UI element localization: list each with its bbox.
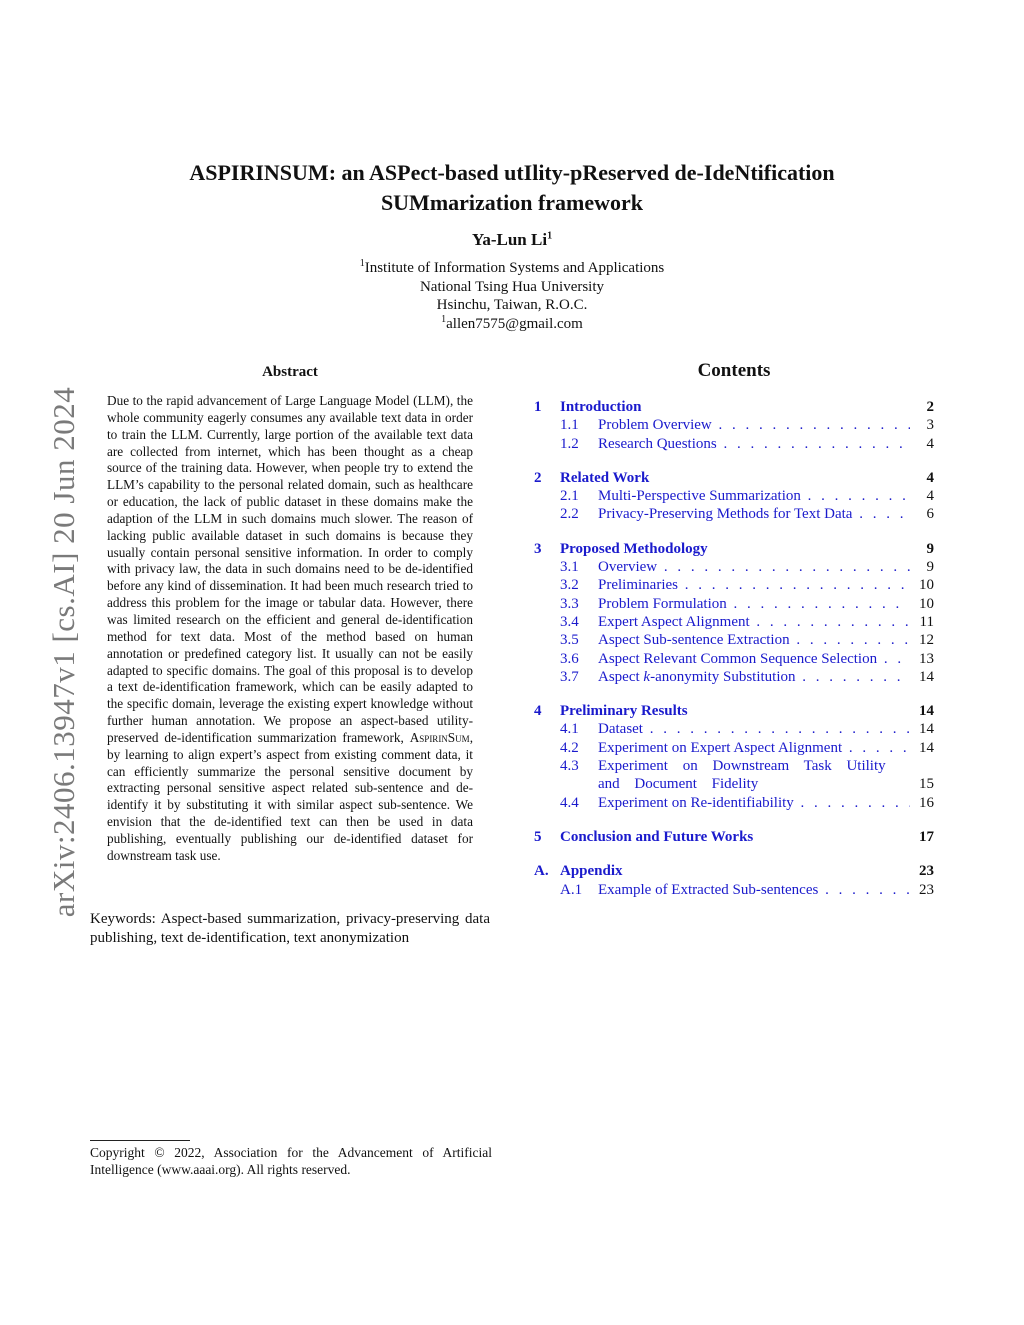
arxiv-identifier-stamp: arXiv:2406.13947v1 [cs.AI] 20 Jun 2024 [46, 386, 81, 918]
toc-subsection-number: 2.2 [560, 506, 579, 523]
toc-subsection-title: Aspect Relevant Common Sequence Selection . . . [598, 650, 910, 668]
toc-section-link[interactable] [534, 540, 934, 558]
toc-subsection-link[interactable] [534, 650, 934, 668]
toc-subsection-title: Overview . . . [598, 558, 910, 576]
toc-group-spacer [534, 812, 934, 828]
toc-subsection-number: 1.1 [560, 417, 579, 434]
toc-subsection-page: 6 [926, 506, 934, 523]
toc-subsection-number: 3.5 [560, 632, 579, 649]
toc-subsection-title: Preliminaries . . . [598, 576, 910, 594]
toc-subsection-title: Dataset . . . [598, 720, 910, 738]
toc-subsection-page: 10 [919, 577, 934, 594]
toc-subsection-link[interactable] [534, 558, 934, 576]
toc-subsection-link[interactable] [534, 794, 934, 812]
affiliation-location: Hsinchu, Taiwan, R.O.C. [436, 297, 588, 313]
toc-subsection-page: 9 [926, 559, 934, 576]
toc-subsection-link[interactable] [534, 613, 934, 631]
toc-subsection-page: 11 [919, 613, 934, 630]
toc-section-title: Appendix [560, 863, 623, 880]
toc-subsection-link[interactable] [534, 487, 934, 505]
toc-group-spacer [534, 453, 934, 469]
contents-heading: Contents [697, 360, 771, 381]
toc-subsection-page: 13 [919, 650, 934, 667]
author-name-text: Ya-Lun Li [471, 230, 548, 249]
math-variable: k [643, 668, 651, 685]
toc-subsection-number: 3.6 [560, 650, 579, 667]
toc-subsection-title: Experiment on Expert Aspect Alignment . . . [598, 739, 910, 757]
toc-section-title: Conclusion and Future Works [560, 828, 754, 845]
toc-subsection-page: 16 [919, 794, 934, 811]
toc-section-title: Preliminary Results [560, 703, 688, 720]
paper-title [120, 158, 904, 218]
toc-subsection-title: Experiment on Re-identifiability . . . [598, 794, 910, 812]
toc-subsection-title: Multi-Perspective Summarization . . . [598, 487, 910, 505]
toc-subsection-number: 3.3 [560, 595, 579, 612]
abstract-text-part-2: , by learning to align expert’s aspect from existing comment data, it can efficiently summarize the personal sensitive document by extracting personal sensitive aspect related sub-sentence and de-identify it by substituting it with similar aspect sub-sentence. We envision that the de-identified text can then be used in data publishing, eventually publishing our de-identified dataset for downstream task use. [107, 729, 473, 863]
abstract-body [107, 393, 473, 865]
toc-subsection-number: 3.7 [560, 668, 579, 685]
toc-subsection-number: 4.3 [560, 758, 579, 775]
toc-subsection-number: 2.1 [560, 488, 579, 505]
toc-subsection-link[interactable] [534, 881, 934, 899]
toc-subsection-number: 3.4 [560, 613, 579, 630]
toc-subsection-number: 1.2 [560, 435, 579, 452]
toc-subsection-title: Example of Extracted Sub-sentences . . . [598, 881, 910, 899]
toc-section-link[interactable] [534, 469, 934, 487]
copyright-footnote: Copyright © 2022, Association for the Advancement of Artificial Intelligence (www.aaai.org). All rights reserved. [90, 1145, 492, 1177]
toc-section-number: A. [534, 863, 549, 880]
toc-subsection-link[interactable] [534, 435, 934, 453]
table-of-contents [534, 398, 934, 899]
toc-section-title: Related Work [560, 469, 650, 486]
toc-subsection-page: 12 [919, 632, 934, 649]
toc-section-title: Proposed Methodology [560, 540, 708, 557]
author-affiliation-mark: 1 [547, 230, 553, 242]
toc-section-page: 4 [926, 469, 934, 486]
toc-group-spacer [534, 846, 934, 862]
toc-group-spacer [534, 686, 934, 702]
toc-subsection-number: 4.2 [560, 739, 579, 756]
toc-subsection-link[interactable] [534, 668, 934, 686]
toc-subsection-link[interactable] [534, 505, 934, 523]
toc-subsection-page: 14 [919, 668, 934, 685]
toc-section-page: 17 [919, 828, 934, 845]
toc-subsection-number: 4.4 [560, 794, 579, 811]
toc-subsection-title: Problem Formulation . . . [598, 595, 910, 613]
toc-section-number: 3 [534, 540, 542, 557]
framework-name: AspirinSum [409, 729, 470, 745]
toc-subsection-title: Problem Overview . . . [598, 416, 910, 434]
toc-subsection-title: Privacy-Preserving Methods for Text Data . . . [598, 505, 910, 523]
toc-subsection-link[interactable] [534, 595, 934, 613]
toc-subsection-link[interactable] [534, 576, 934, 594]
email-mark: 1 [441, 313, 447, 325]
toc-subsection-number: 3.1 [560, 559, 579, 576]
toc-section-link[interactable] [534, 828, 934, 846]
toc-section-number: 4 [534, 703, 542, 720]
author-name [120, 230, 904, 250]
toc-section-number: 5 [534, 828, 542, 845]
footnote-rule [90, 1140, 190, 1141]
toc-subsection-number: A.1 [560, 881, 583, 898]
toc-section-link[interactable] [534, 862, 934, 880]
toc-subsection-title: Aspect Sub-sentence Extraction . . . [598, 631, 910, 649]
toc-subsection-number: 4.1 [560, 721, 579, 738]
toc-subsection-title: Expert Aspect Alignment . . . [598, 613, 910, 631]
toc-section-page: 2 [926, 399, 934, 415]
toc-subsection-page: 14 [919, 721, 934, 738]
paper-title-line-1: ASPIRINSUM: an ASPect-based utIlity-pReserved de-IdeNtification [189, 160, 835, 185]
toc-subsection-link[interactable] [534, 757, 934, 794]
keywords: Keywords: Aspect-based summarization, privacy-preserving data publishing, text de-identification, text anonymization [90, 911, 490, 946]
affiliation-university: National Tsing Hua University [419, 278, 605, 295]
toc-subsection-number: 3.2 [560, 577, 579, 594]
author-affiliation [120, 259, 904, 333]
paper-title-line-2: SUMmarization framework [380, 190, 644, 215]
toc-subsection-page: 14 [919, 739, 934, 756]
toc-subsection-page: 10 [919, 595, 934, 612]
toc-subsection-link[interactable] [534, 416, 934, 434]
toc-section-page: 9 [926, 540, 934, 557]
toc-section-number: 2 [534, 469, 542, 486]
toc-section-title: Introduction [560, 399, 642, 415]
author-email[interactable]: allen7575@gmail.com [446, 315, 583, 332]
toc-section-link[interactable] [534, 398, 934, 416]
toc-subsection-link[interactable] [534, 631, 934, 649]
toc-group-spacer [534, 524, 934, 540]
affiliation-mark: 1 [359, 258, 365, 269]
toc-subsection-link[interactable] [534, 739, 934, 757]
affiliation-institute: Institute of Information Systems and Applications [364, 260, 665, 276]
toc-subsection-page: 4 [926, 488, 934, 505]
toc-section-page: 14 [919, 703, 934, 720]
abstract-text-part-1: Due to the rapid advancement of Large Language Model (LLM), the whole community eagerly consumes any available text data in order to train the LLM. Currently, large portion of the available text data are collected from internet, which has been thought as a cheap source of the training data. However, when people try to extend the LLM’s capability to the personal related domain, such as healthcare or education, the lack of public dataset in these domains make the adaption of the LLM in such domains much slower. The reason of lacking public available dataset in such domains is because they usually contain personal sensitive information. In order to comply with privacy law, the data in such domains need to be de-identified before any kind of dissemination. It had been much research tried to address this problem for the image or tabular data. However, there was limited research on the efficient and general de-identification method for text data. Most of the method based on human annotation or predefined category list. It usually can not be easily adapted to specific domains. The goal of this proposal is to develop a text de-identification framework, which can be easily adapted to the specific domain, leverage the existing expert knowledge without further human annotation. We propose an aspect-based utility-preserved de-identification summarization framework, [107, 393, 473, 745]
toc-subsection-page: 3 [926, 417, 934, 434]
toc-section-page: 23 [919, 863, 934, 880]
toc-section-link[interactable] [534, 702, 934, 720]
toc-subsection-title: Research Questions . . . [598, 435, 910, 453]
toc-section-number: 1 [534, 399, 542, 415]
toc-subsection-title: Experiment on Downstream Task Utility and Document Fidelity [598, 758, 886, 793]
abstract-heading: Abstract [262, 364, 318, 380]
toc-subsection-page: 15 [919, 776, 934, 793]
toc-subsection-page: 23 [919, 881, 934, 898]
toc-subsection-page: 4 [926, 435, 934, 452]
toc-subsection-title: Aspect k-anonymity Substitution . . . [598, 668, 910, 686]
toc-subsection-link[interactable] [534, 720, 934, 738]
